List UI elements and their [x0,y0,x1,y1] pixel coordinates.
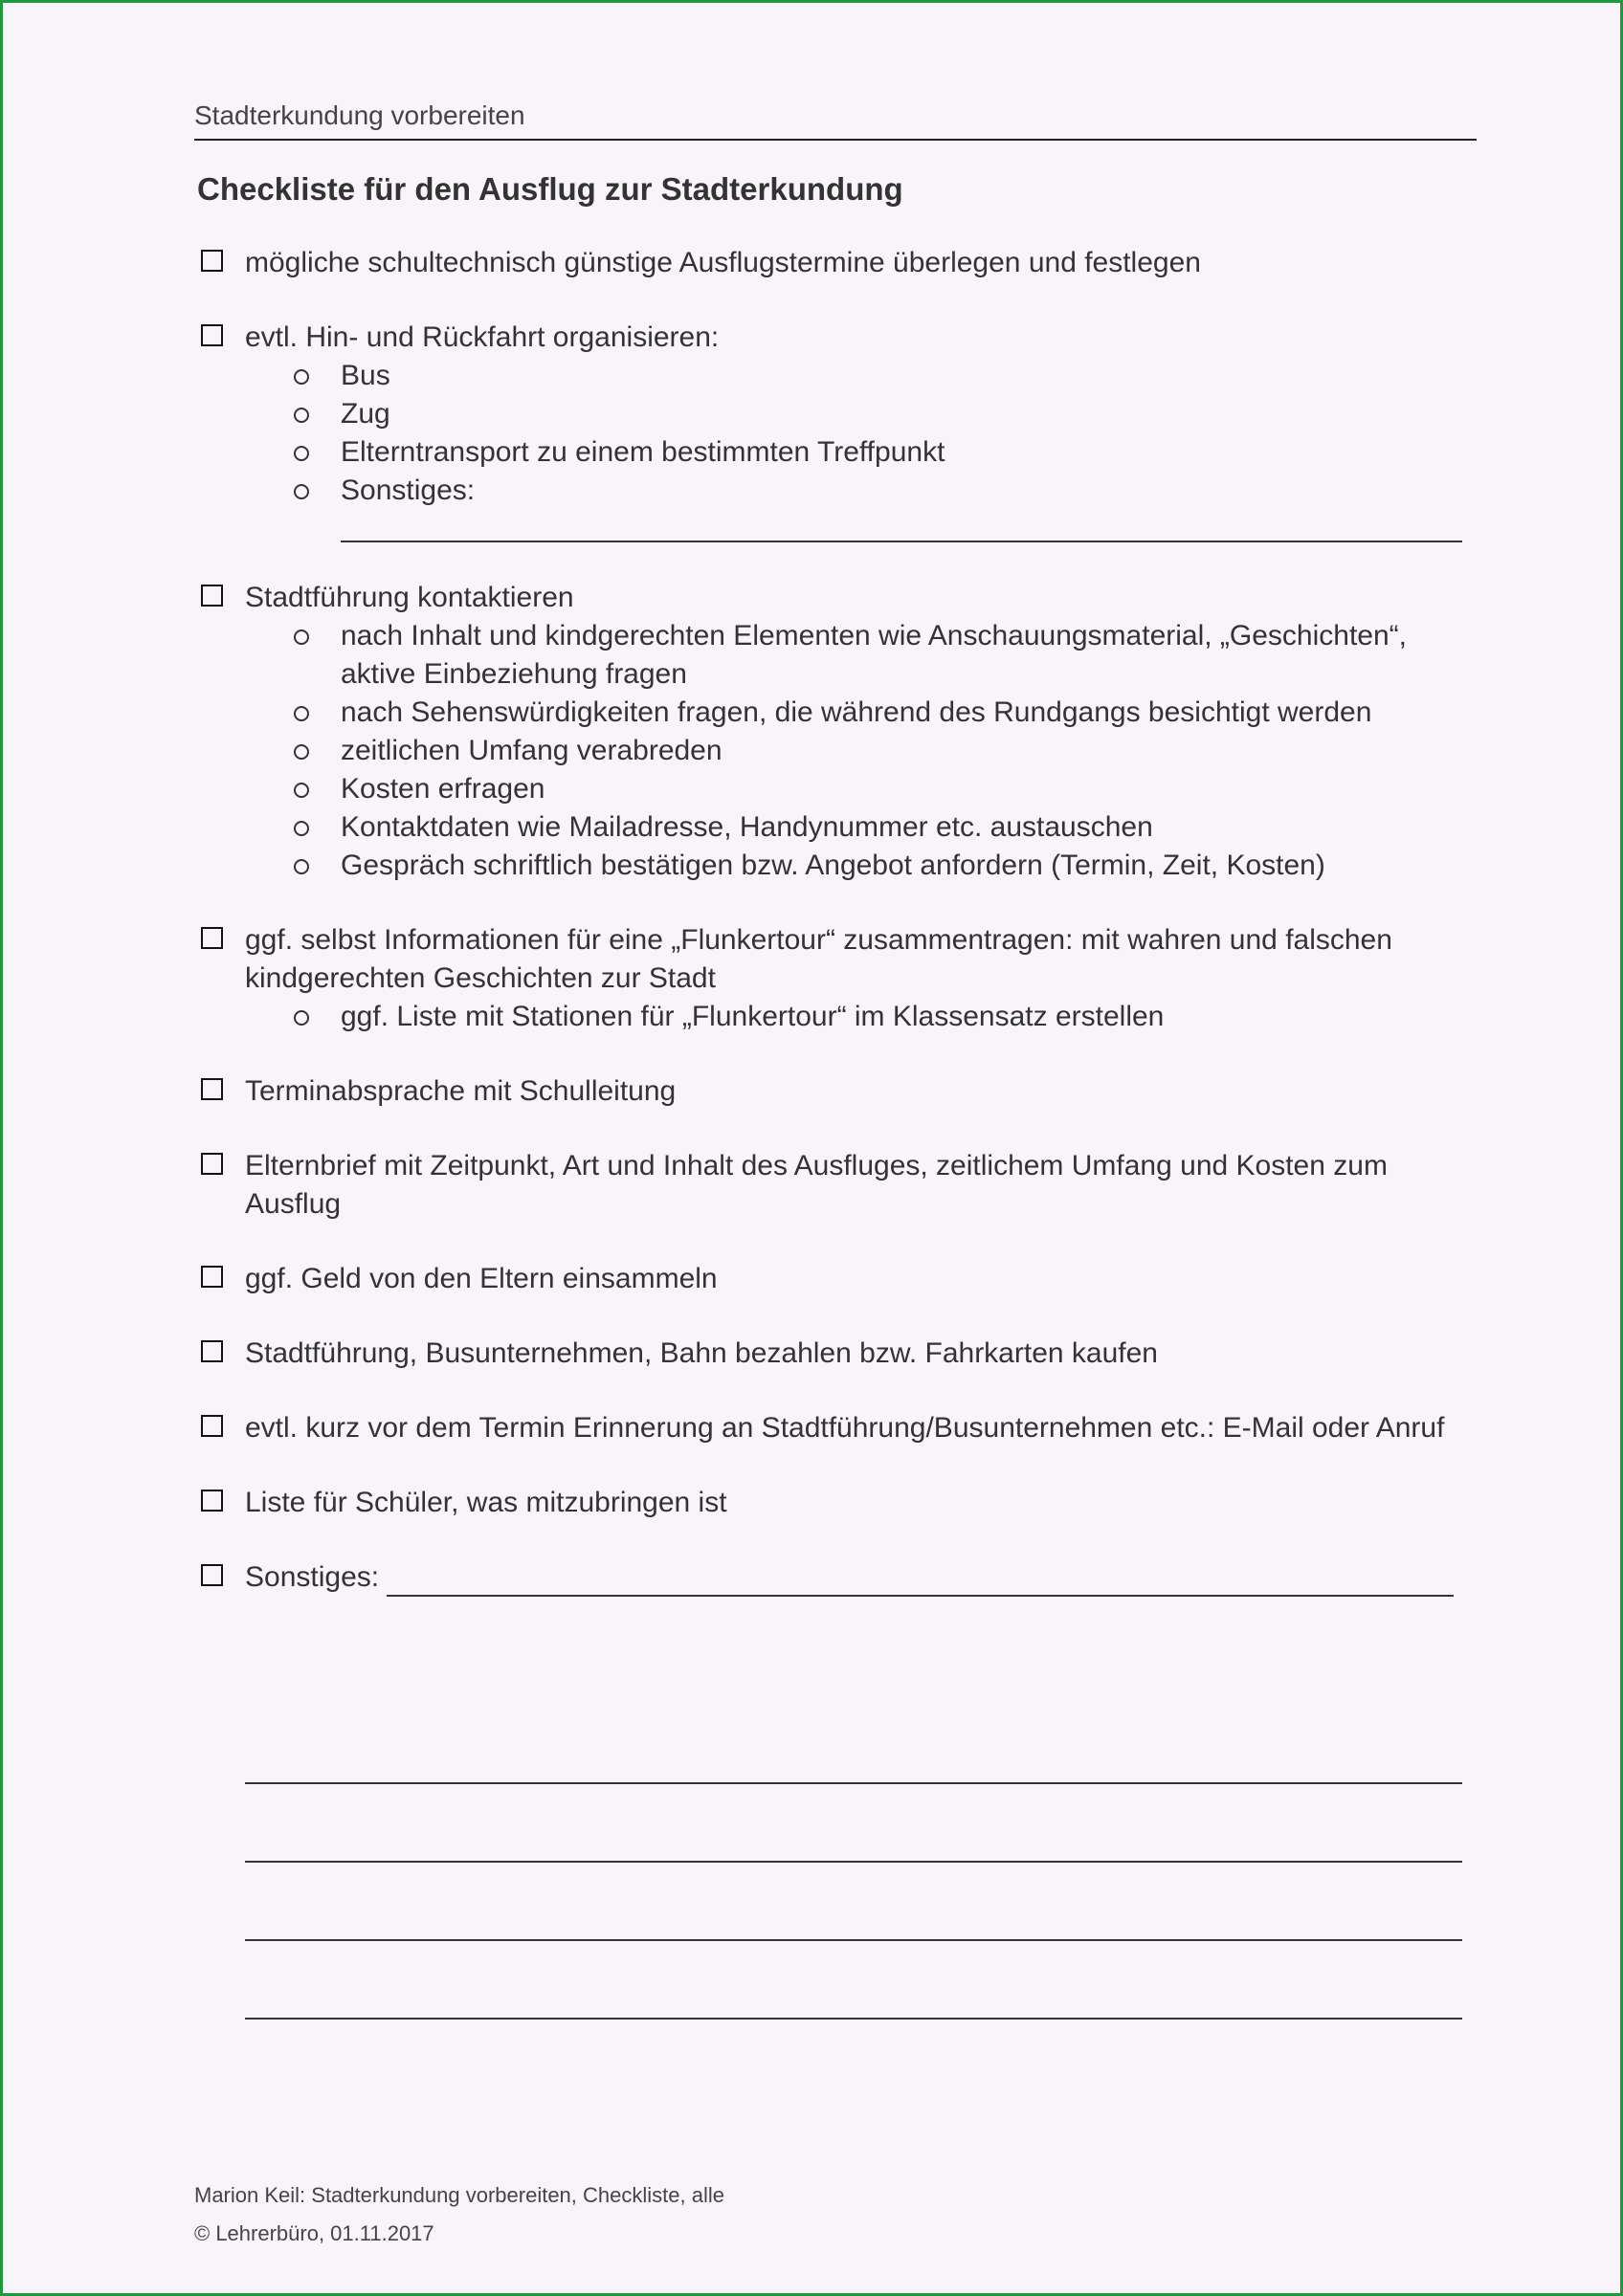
sub-item-text: Sonstiges: [341,475,476,506]
sub-item [341,357,1479,395]
checklist-item [197,1409,1479,1447]
circle-bullet-icon [294,821,309,836]
footer-copyright: © Lehrerbüro, 01.11.2017 [194,2221,434,2245]
item-text: evtl. Hin- und Rückfahrt organisieren: [245,321,720,353]
sub-item [341,694,1479,732]
checklist-item [197,1260,1479,1298]
item-text: Liste für Schüler, was mitzubringen ist [245,1487,727,1518]
circle-bullet-icon [294,446,309,461]
item-text: Elternbrief mit Zeitpunkt, Art und Inhalt des Ausfluges, zeitlichem Umfang und Kosten zum Ausflug [245,1150,1388,1220]
checklist-item [197,921,1479,1036]
checklist-item [197,1147,1479,1224]
sub-item [341,732,1479,770]
sub-item [341,617,1479,694]
sub-item [341,998,1479,1036]
circle-bullet-icon [294,369,309,385]
sub-item-text: nach Sehenswürdigkeiten fragen, die während des Rundgangs besichtigt werden [341,696,1372,728]
sub-item [341,770,1479,808]
item-text: mögliche schultechnisch günstige Ausflugstermine überlegen und festlegen [245,247,1201,278]
sub-item-text: ggf. Liste mit Stationen für „Flunkertour“ im Klassensatz erstellen [341,1001,1165,1032]
write-in-line[interactable] [245,1865,1462,1941]
write-in-line[interactable] [245,1943,1462,2020]
sub-list [197,357,1479,510]
sub-item [341,472,1479,510]
page-header: Stadterkundung vorbereiten [194,100,1477,141]
checkbox[interactable] [201,324,223,346]
sub-item-text: Zug [341,398,390,430]
item-text: evtl. kurz vor dem Termin Erinnerung an Stadtführung/Busunternehmen etc.: E-Mail oder Anruf [245,1412,1445,1444]
checkbox[interactable] [201,1078,223,1100]
checkbox[interactable] [201,250,223,272]
checklist-item [197,244,1479,282]
circle-bullet-icon [294,783,309,798]
item-text: ggf. Geld von den Eltern einsammeln [245,1263,718,1294]
checklist-item [197,1484,1479,1522]
checklist [197,244,1479,1597]
write-in-line[interactable] [387,1566,1454,1597]
checkbox[interactable] [201,1564,223,1586]
sub-item-text: nach Inhalt und kindgerechten Elementen wie Anschauungsmaterial, „Geschichten“, aktive Einbeziehung fragen [341,620,1407,690]
sub-item-text: Bus [341,360,390,391]
circle-bullet-icon [294,859,309,874]
checklist-item [197,1072,1479,1111]
write-in-line[interactable] [341,519,1462,542]
sub-item-text: Kosten erfragen [341,773,545,805]
page-footer [194,2176,724,2253]
circle-bullet-icon [294,706,309,721]
sub-item-text: Gespräch schriftlich bestätigen bzw. Angebot anfordern (Termin, Zeit, Kosten) [341,850,1325,881]
sub-item [341,808,1479,847]
circle-bullet-icon [294,744,309,760]
sub-item-text: Elterntransport zu einem bestimmten Treffpunkt [341,436,945,468]
circle-bullet-icon [294,408,309,423]
write-in-line[interactable] [245,1708,1462,1784]
checklist-item [197,1558,1479,1597]
item-text: Sonstiges: [245,1561,380,1593]
document-title: Checkliste für den Ausflug zur Stadterkundung [197,171,903,207]
item-text-row [245,1558,1479,1597]
circle-bullet-icon [294,484,309,499]
checkbox[interactable] [201,1415,223,1437]
sub-item-text: zeitlichen Umfang verabreden [341,735,723,766]
sub-list [197,617,1479,885]
blank-lines [245,1708,1462,2020]
checklist-item [197,1335,1479,1373]
sub-item [341,847,1479,885]
sub-item-text: Kontaktdaten wie Mailadresse, Handynummer etc. austauschen [341,811,1153,843]
checkbox[interactable] [201,1266,223,1288]
sub-item [341,433,1479,472]
checkbox[interactable] [201,1153,223,1175]
item-text: Stadtführung, Busunternehmen, Bahn bezahlen bzw. Fahrkarten kaufen [245,1337,1158,1369]
circle-bullet-icon [294,1010,309,1026]
write-in-line[interactable] [245,1786,1462,1863]
footer-author: Marion Keil: Stadterkundung vorbereiten, Checkliste, alle [194,2183,724,2207]
sub-list [197,998,1479,1036]
checkbox[interactable] [201,927,223,949]
sub-item [341,395,1479,433]
checklist-item [197,319,1479,542]
item-text: Terminabsprache mit Schulleitung [245,1075,677,1107]
checkbox[interactable] [201,585,223,607]
checklist-item [197,579,1479,885]
item-text: Stadtführung kontaktieren [245,582,574,613]
circle-bullet-icon [294,629,309,645]
checkbox[interactable] [201,1340,223,1362]
checkbox[interactable] [201,1490,223,1512]
item-text: ggf. selbst Informationen für eine „Flunkertour“ zusammentragen: mit wahren und falschen kindgerechten Geschichten zur Stadt [245,924,1392,994]
